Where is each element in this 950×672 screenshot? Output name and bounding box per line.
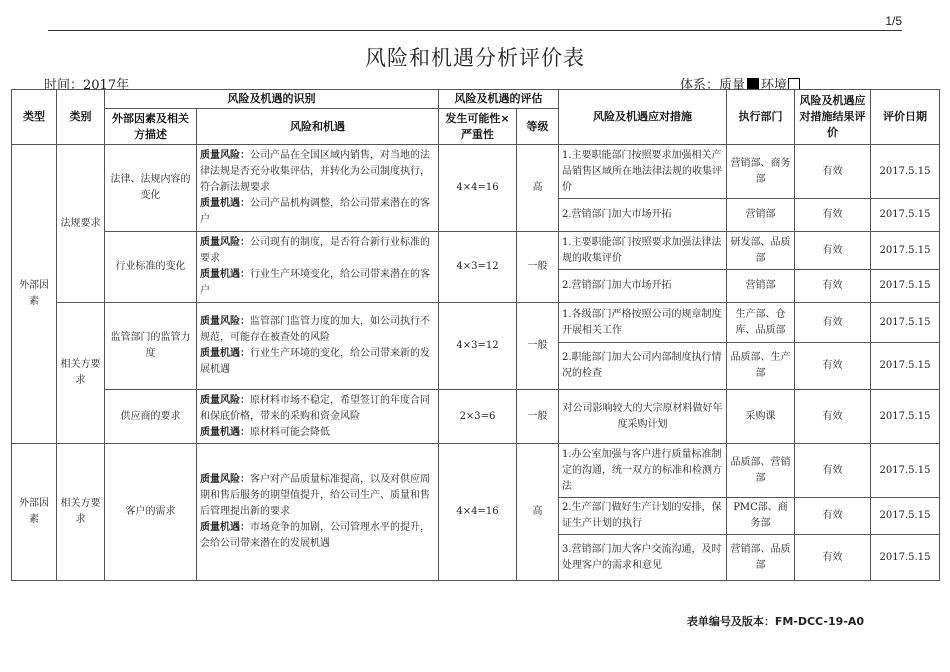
opp-prefix: 质量机遇： xyxy=(200,198,250,209)
risk-prefix: 质量风险： xyxy=(200,316,250,327)
result-cell: 有效 xyxy=(795,535,871,581)
external-desc-cell: 法律、法规内容的变化 xyxy=(105,145,197,232)
header-external-desc: 外部因素及相关方描述 xyxy=(105,109,197,145)
score-cell: 4×3=12 xyxy=(439,232,517,303)
dept-cell: 生产部、仓库、品质部 xyxy=(727,303,795,343)
header-likelihood: 发生可能性×严重性 xyxy=(439,109,517,145)
grade-cell: 一般 xyxy=(517,232,559,303)
date-cell: 2017.5.15 xyxy=(871,232,940,270)
header-identify-group: 风险及机遇的识别 xyxy=(105,90,439,109)
measure-cell: 2.职能部门加大公司内部制度执行情况的检查 xyxy=(559,343,727,390)
risk-text: 原材料市场不稳定，希望签订的年度合同和保底价格，带来的采购和资金风险 xyxy=(200,394,430,422)
risk-text: 公司产品在全国区域内销售，对当地的法律法规是否充分收集评估，并转化为公司制度执行，符合新法规要求 xyxy=(200,150,430,193)
dept-cell: 营销部、商务部 xyxy=(727,145,795,199)
date-cell: 2017.5.15 xyxy=(871,343,940,390)
header-rule xyxy=(48,30,902,31)
form-code: 表单编号及版本：FM-DCC-19-A0 xyxy=(686,615,864,628)
external-desc-cell: 客户的需求 xyxy=(105,444,197,581)
external-desc-cell: 行业标准的变化 xyxy=(105,232,197,303)
dept-cell: 品质部、营销部 xyxy=(727,444,795,498)
risk-text: 公司现有的制度，是否符合新行业标准的要求 xyxy=(200,237,430,264)
grade-cell: 高 xyxy=(517,145,559,232)
result-cell: 有效 xyxy=(795,232,871,270)
category-cell: 法规要求 xyxy=(57,145,105,303)
risk-table xyxy=(11,89,940,581)
dept-cell: 营销部 xyxy=(727,270,795,303)
risk-prefix: 质量风险： xyxy=(200,237,250,248)
measure-cell: 2.生产部门做好生产计划的安排，保证生产计划的执行 xyxy=(559,498,727,535)
opp-text: 公司产品机构调整，给公司带来潜在的客户 xyxy=(200,198,430,225)
measure-cell: 2.营销部门加大市场开拓 xyxy=(559,270,727,303)
opp-text: 原材料可能会降低 xyxy=(250,426,330,438)
grade-cell: 一般 xyxy=(517,303,559,390)
header-grade: 等级 xyxy=(517,109,559,145)
header-dept: 执行部门 xyxy=(727,90,795,145)
date-cell: 2017.5.15 xyxy=(871,303,940,343)
result-cell: 有效 xyxy=(795,303,871,343)
score-cell: 2×3=6 xyxy=(439,390,517,444)
measure-cell: 2.营销部门加大市场开拓 xyxy=(559,199,727,232)
dept-cell: 营销部 xyxy=(727,199,795,232)
quality-label: 质量 xyxy=(719,78,746,93)
header-date: 评价日期 xyxy=(871,90,940,145)
header-type: 类型 xyxy=(12,90,57,145)
date-cell: 2017.5.15 xyxy=(871,535,940,581)
risk-prefix: 质量风险： xyxy=(200,474,250,485)
result-cell: 有效 xyxy=(795,390,871,444)
opp-prefix: 质量机遇： xyxy=(200,426,250,438)
score-cell: 4×4=16 xyxy=(439,444,517,581)
date-cell: 2017.5.15 xyxy=(871,498,940,535)
date-cell: 2017.5.15 xyxy=(871,390,940,444)
category-cell: 相关方要求 xyxy=(57,303,105,444)
grade-cell: 高 xyxy=(517,444,559,581)
category-cell: 相关方要求 xyxy=(57,444,105,581)
page-number: 1/5 xyxy=(885,14,902,28)
grade-cell: 一般 xyxy=(517,390,559,444)
opp-prefix: 质量机遇： xyxy=(200,522,250,533)
result-cell: 有效 xyxy=(795,444,871,498)
time-label: 时间：2017年 xyxy=(44,78,130,93)
dept-cell: 品质部、生产部 xyxy=(727,343,795,390)
risk-opp-cell xyxy=(197,232,439,303)
measure-cell: 对公司影响较大的大宗原材料做好年度采购计划 xyxy=(559,390,727,444)
opp-text: 市场竞争的加剧，公司管理水平的提升，会给公司带来潜在的发展机遇 xyxy=(200,522,430,549)
measure-cell: 3.营销部门加大客户交流沟通，及时处理客户的需求和意见 xyxy=(559,535,727,581)
opp-prefix: 质量机遇： xyxy=(200,269,250,280)
result-cell: 有效 xyxy=(795,498,871,535)
result-cell: 有效 xyxy=(795,270,871,303)
risk-opp-cell xyxy=(197,303,439,390)
type-cell: 外部因素 xyxy=(12,444,57,581)
environment-label: 环境 xyxy=(761,78,788,93)
risk-prefix: 质量风险： xyxy=(200,394,250,406)
header-measures: 风险及机遇应对措施 xyxy=(559,90,727,145)
risk-opp-cell xyxy=(197,390,439,444)
risk-prefix: 质量风险： xyxy=(200,150,250,161)
external-desc-cell: 供应商的要求 xyxy=(105,390,197,444)
risk-opp-cell xyxy=(197,145,439,232)
opp-text: 行业生产环境的变化，给公司带来新的发展机遇 xyxy=(200,348,430,375)
risk-text: 客户对产品质量标准提高，以及对供应周期和售后服务的期望值提升，给公司生产、质量和售后管理提出新的要求 xyxy=(200,474,430,517)
result-cell: 有效 xyxy=(795,145,871,199)
dept-cell: 研发部、品质部 xyxy=(727,232,795,270)
system-label: 体系： xyxy=(680,78,720,93)
result-cell: 有效 xyxy=(795,199,871,232)
measure-cell: 1.主要职能部门按照要求加强相关产品销售区域所在地法律法规的收集评价 xyxy=(559,145,727,199)
dept-cell: PMC部、商务部 xyxy=(727,498,795,535)
header-risk-opp: 风险和机遇 xyxy=(197,109,439,145)
header-category: 类别 xyxy=(57,90,105,145)
measure-cell: 1.办公室加强与客户进行质量标准制定的沟通，统一双方的标准和检测方法 xyxy=(559,444,727,498)
header-result: 风险及机遇应对措施结果评价 xyxy=(795,90,871,145)
risk-text: 监管部门监管力度的加大，如公司执行不规范，可能存在被查处的风险 xyxy=(200,316,430,343)
date-cell: 2017.5.15 xyxy=(871,444,940,498)
risk-opp-cell xyxy=(197,444,439,581)
date-cell: 2017.5.15 xyxy=(871,145,940,199)
dept-cell: 采购课 xyxy=(727,390,795,444)
header-eval-group: 风险及机遇的评估 xyxy=(439,90,559,109)
opp-prefix: 质量机遇： xyxy=(200,348,250,359)
score-cell: 4×3=12 xyxy=(439,303,517,390)
opp-text: 行业生产环境变化，给公司带来潜在的客户 xyxy=(200,269,430,296)
type-cell: 外部因素 xyxy=(12,145,57,444)
external-desc-cell: 监管部门的监管力度 xyxy=(105,303,197,390)
date-cell: 2017.5.15 xyxy=(871,270,940,303)
date-cell: 2017.5.15 xyxy=(871,199,940,232)
dept-cell: 营销部、品质部 xyxy=(727,535,795,581)
score-cell: 4×4=16 xyxy=(439,145,517,232)
measure-cell: 1.主要职能部门按照要求加强法律法规的收集评价 xyxy=(559,232,727,270)
page-title: 风险和机遇分析评价表 xyxy=(365,46,585,70)
result-cell: 有效 xyxy=(795,343,871,390)
measure-cell: 1.各级部门严格按照公司的规章制度开展相关工作 xyxy=(559,303,727,343)
